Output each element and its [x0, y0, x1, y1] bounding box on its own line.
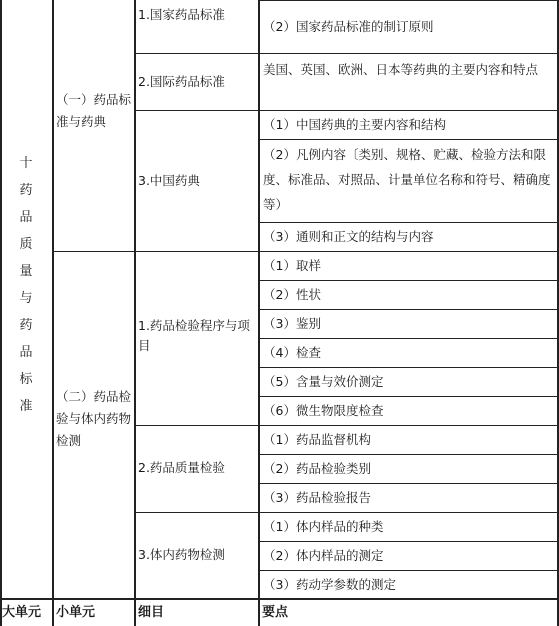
subunit-cell: （二）药品检验与体内药物检测	[56, 389, 132, 448]
point-cell: （3）通则和正文的结构与内容	[263, 229, 434, 244]
header-unit: 大单元	[2, 605, 42, 620]
row-divider	[259, 483, 559, 484]
row-divider	[259, 222, 559, 223]
point-cell: （2）性状	[263, 287, 321, 302]
point-cell: （2）体内样品的测定	[263, 548, 384, 563]
row-divider	[259, 338, 559, 339]
unit-char: 药	[19, 318, 33, 333]
unit-char: 量	[19, 264, 33, 279]
row-divider	[259, 454, 559, 455]
row-divider	[259, 541, 559, 542]
row-divider	[259, 512, 559, 513]
row-divider	[135, 512, 259, 513]
row-divider	[135, 251, 259, 252]
row-divider	[259, 110, 559, 111]
point-cell: （4）检查	[263, 345, 321, 360]
unit-char: 准	[19, 399, 33, 414]
row-divider	[259, 570, 559, 571]
unit-char: 质	[19, 237, 33, 252]
row-divider	[135, 53, 259, 54]
subunit-cell: （一）药品标准与药典	[56, 92, 132, 129]
point-cell: （5）含量与效价测定	[263, 374, 384, 389]
point-cell: （2）药品检验类别	[263, 461, 371, 476]
row-divider	[259, 251, 559, 252]
point-cell: （6）微生物限度检查	[263, 403, 384, 418]
column-divider	[134, 0, 136, 626]
detail-cell: 2.国际药品标准	[138, 74, 225, 89]
detail-cell: 1.国家药品标准	[138, 7, 225, 22]
point-cell: （1）体内样品的种类	[263, 519, 384, 534]
row-divider	[259, 0, 559, 1]
detail-cell: 2.药品质量检验	[138, 460, 225, 475]
point-cell: （1）取样	[263, 258, 321, 273]
row-divider	[135, 110, 259, 111]
row-divider	[259, 425, 559, 426]
unit-char: 与	[19, 291, 33, 306]
unit-char: 十	[19, 156, 33, 171]
unit-char: 品	[19, 345, 33, 360]
point-cell: （3）药品检验报告	[263, 490, 371, 505]
row-divider	[53, 251, 135, 252]
row-divider	[135, 425, 259, 426]
point-cell: （2）国家药品标准的制订原则	[263, 19, 434, 34]
row-divider	[259, 396, 559, 397]
row-divider	[259, 367, 559, 368]
unit-char: 品	[19, 210, 33, 225]
point-cell: （1）药品监督机构	[263, 432, 371, 447]
row-divider	[259, 309, 559, 310]
row-divider	[259, 280, 559, 281]
unit-char: 标	[19, 372, 33, 387]
row-divider	[259, 53, 559, 54]
unit-cell	[0, 0, 52, 598]
point-cell: （3）鉴别	[263, 316, 321, 331]
detail-cell: 3.中国药典	[138, 173, 200, 188]
unit-char: 药	[19, 183, 33, 198]
header-detail: 细目	[138, 605, 165, 620]
point-cell: 美国、英国、欧洲、日本等药典的主要内容和特点	[263, 62, 539, 77]
row-divider	[259, 139, 559, 140]
header-subunit: 小单元	[56, 605, 96, 620]
detail-cell: 3.体内药物检测	[138, 547, 225, 562]
point-cell: （2）凡例内容〔类别、规格、贮藏、检验方法和限度、标准品、对照品、计量单位名称和符号、精确度等）	[263, 147, 551, 212]
point-cell: （3）药动学参数的测定	[263, 577, 396, 592]
detail-cell: 1.药品检验程序与项目	[138, 318, 250, 353]
header-points: 要点	[262, 605, 289, 620]
point-cell: （1）中国药典的主要内容和结构	[263, 117, 446, 132]
